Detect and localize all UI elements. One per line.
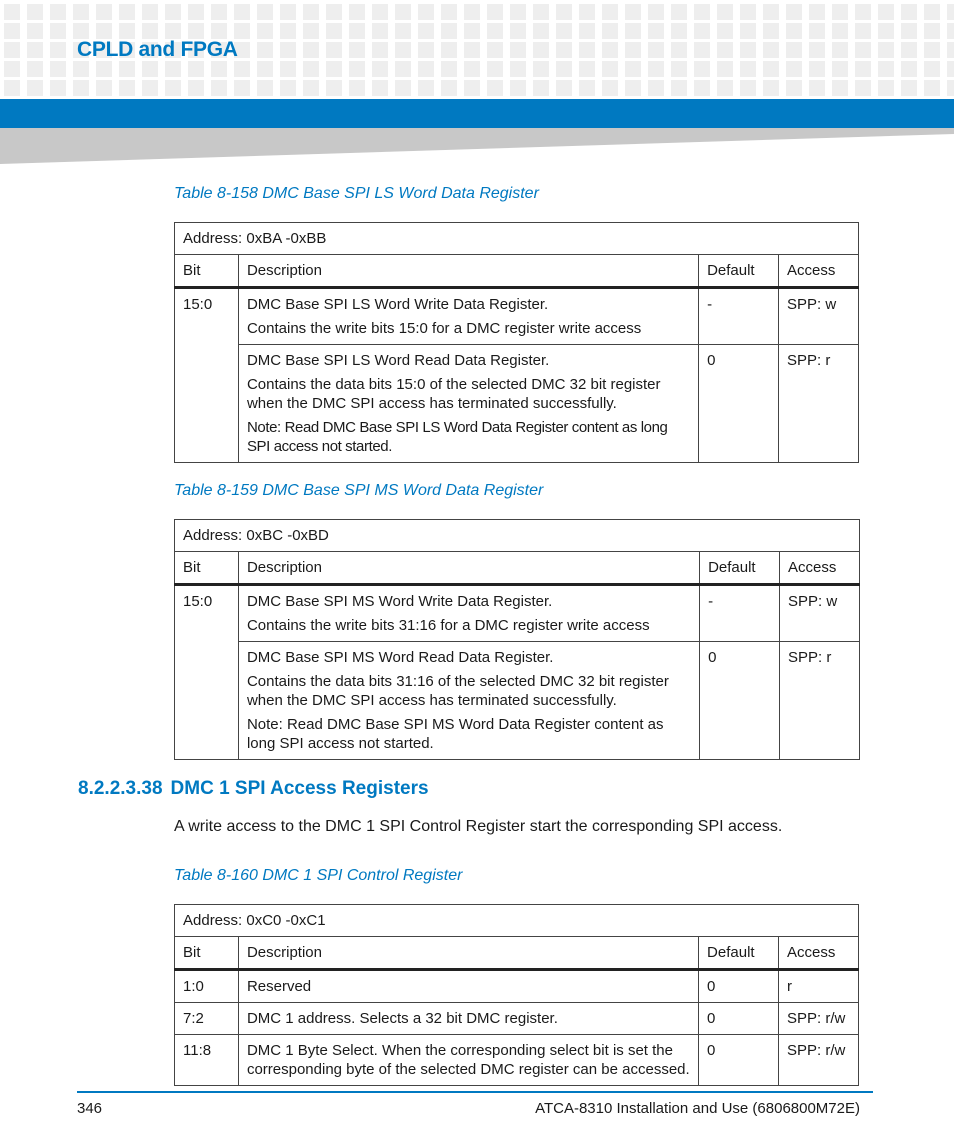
header-dot	[280, 23, 296, 39]
header-dot	[349, 42, 365, 58]
header-dot	[533, 61, 549, 77]
header-dot	[556, 4, 572, 20]
header-dot	[142, 4, 158, 20]
header-dot	[464, 61, 480, 77]
header-dot	[717, 80, 733, 96]
header-dot	[372, 23, 388, 39]
header-dot	[326, 23, 342, 39]
header-dot	[418, 23, 434, 39]
header-dot	[763, 23, 779, 39]
header-dot	[257, 23, 273, 39]
header-dot	[188, 23, 204, 39]
header-dot	[50, 80, 66, 96]
header-dot	[694, 23, 710, 39]
header-dot	[579, 61, 595, 77]
description-cell: Reserved	[238, 970, 698, 1003]
header-dot	[165, 23, 181, 39]
register-table-159	[174, 519, 860, 760]
header-dot	[165, 80, 181, 96]
header-dot	[763, 42, 779, 58]
description-cell: DMC 1 address. Selects a 32 bit DMC register.	[238, 1003, 698, 1035]
header-dot	[809, 61, 825, 77]
header-dot	[142, 80, 158, 96]
header-dot	[832, 4, 848, 20]
header-dot	[855, 4, 871, 20]
bit-cell: 15:0	[175, 585, 239, 760]
description-cell	[238, 288, 698, 345]
header-dot	[671, 23, 687, 39]
header-dot	[533, 42, 549, 58]
header-dot	[947, 42, 954, 58]
bit-cell: 1:0	[175, 970, 239, 1003]
header-dot	[280, 42, 296, 58]
header-dot	[96, 4, 112, 20]
access-cell: SPP: w	[779, 288, 859, 345]
header-dot	[556, 42, 572, 58]
header-dot	[257, 42, 273, 58]
column-header-description: Description	[238, 552, 699, 585]
header-dot	[625, 4, 641, 20]
document-title: ATCA-8310 Installation and Use (6806800M72E)	[535, 1100, 860, 1117]
header-dot	[901, 4, 917, 20]
header-dot	[648, 80, 664, 96]
header-dot	[326, 42, 342, 58]
header-dot	[694, 61, 710, 77]
header-dot	[142, 61, 158, 77]
header-dot	[188, 61, 204, 77]
header-dot	[556, 23, 572, 39]
table-caption-158: Table 8-158 DMC Base SPI LS Word Data Register	[174, 185, 539, 202]
header-dot	[924, 4, 940, 20]
header-dot	[349, 4, 365, 20]
header-dot	[901, 42, 917, 58]
header-dot	[740, 80, 756, 96]
header-dot	[947, 23, 954, 39]
header-dot	[395, 23, 411, 39]
header-dot	[625, 61, 641, 77]
column-header-access: Access	[779, 255, 859, 288]
header-dot	[464, 23, 480, 39]
table-row	[175, 288, 859, 345]
header-dot	[4, 23, 20, 39]
header-dot	[27, 42, 43, 58]
header-dot	[119, 80, 135, 96]
header-dot	[717, 42, 733, 58]
description-cell: DMC 1 Byte Select. When the corresponding select bit is set the corresponding byte of the selected DMC register can be accessed.	[238, 1035, 698, 1086]
header-dot	[119, 61, 135, 77]
header-dot	[510, 4, 526, 20]
header-dot	[717, 4, 733, 20]
header-dot	[832, 80, 848, 96]
header-dot	[671, 42, 687, 58]
page-number: 346	[77, 1100, 103, 1117]
address-cell: Address: 0xBA -0xBB	[175, 223, 859, 255]
header-dot	[855, 80, 871, 96]
header-dot	[27, 4, 43, 20]
footer-divider	[77, 1091, 873, 1093]
header-dot	[671, 61, 687, 77]
column-header-description: Description	[238, 255, 698, 288]
header-dot	[395, 4, 411, 20]
header-dot	[556, 80, 572, 96]
default-cell: -	[700, 585, 780, 642]
header-dot	[855, 42, 871, 58]
header-dot	[809, 23, 825, 39]
header-dot	[533, 4, 549, 20]
header-dot	[809, 4, 825, 20]
header-dot	[119, 23, 135, 39]
header-dot	[165, 61, 181, 77]
header-dot	[763, 4, 779, 20]
header-dot	[671, 4, 687, 20]
header-dot	[740, 61, 756, 77]
header-dot	[4, 61, 20, 77]
header-dot	[372, 61, 388, 77]
header-dot	[418, 4, 434, 20]
header-dot	[648, 4, 664, 20]
header-dot	[142, 23, 158, 39]
default-cell: 0	[700, 642, 780, 760]
header-dot	[740, 4, 756, 20]
table-row	[175, 970, 859, 1003]
header-dot	[878, 23, 894, 39]
header-dot	[441, 80, 457, 96]
header-dot	[694, 80, 710, 96]
header-dot	[96, 23, 112, 39]
header-dot	[832, 23, 848, 39]
column-header-bit: Bit	[175, 552, 239, 585]
header-dot	[50, 42, 66, 58]
header-dot	[487, 42, 503, 58]
header-dot	[73, 61, 89, 77]
section-heading	[78, 778, 429, 800]
header-dot	[211, 4, 227, 20]
header-dot	[855, 61, 871, 77]
header-dot	[441, 42, 457, 58]
header-dot	[326, 61, 342, 77]
header-dot	[4, 80, 20, 96]
access-cell: SPP: r	[780, 642, 860, 760]
header-dot	[27, 23, 43, 39]
header-dot	[280, 80, 296, 96]
table-caption-159: Table 8-159 DMC Base SPI MS Word Data Register	[174, 482, 544, 499]
table-row	[175, 1035, 859, 1086]
column-header-default: Default	[699, 937, 779, 970]
header-dot	[510, 80, 526, 96]
header-grey-swoosh	[0, 128, 954, 164]
header-dot	[947, 80, 954, 96]
header-dot	[326, 80, 342, 96]
header-dot	[510, 23, 526, 39]
header-dot	[602, 4, 618, 20]
header-dot	[878, 80, 894, 96]
column-header-default: Default	[699, 255, 779, 288]
header-dot	[234, 61, 250, 77]
header-dot	[625, 23, 641, 39]
register-table-158	[174, 222, 859, 463]
header-dot	[372, 4, 388, 20]
header-dot	[27, 80, 43, 96]
header-dot	[648, 42, 664, 58]
header-dot	[303, 23, 319, 39]
default-cell: 0	[699, 970, 779, 1003]
header-dot	[694, 42, 710, 58]
header-dot	[510, 61, 526, 77]
header-dot	[510, 42, 526, 58]
header-dot	[602, 23, 618, 39]
column-header-bit: Bit	[175, 937, 239, 970]
header-dot	[96, 80, 112, 96]
header-dot	[648, 61, 664, 77]
header-dot	[924, 80, 940, 96]
header-dot	[694, 4, 710, 20]
description-line: Contains the data bits 31:16 of the selected DMC 32 bit register when the DMC SPI access has terminated successfully.	[246, 673, 669, 709]
description-line: Contains the write bits 31:16 for a DMC register write access	[246, 617, 650, 634]
header-dot	[464, 42, 480, 58]
header-dot	[234, 80, 250, 96]
header-dot	[395, 61, 411, 77]
access-cell: r	[779, 970, 859, 1003]
header-dot	[234, 23, 250, 39]
header-dot	[234, 4, 250, 20]
header-dot	[786, 80, 802, 96]
bit-cell: 15:0	[175, 288, 239, 463]
header-dot	[4, 4, 20, 20]
header-dot	[763, 80, 779, 96]
header-dot	[395, 80, 411, 96]
header-dot	[556, 61, 572, 77]
access-cell: SPP: r	[779, 345, 859, 463]
header-dot	[901, 80, 917, 96]
header-dot	[602, 61, 618, 77]
header-dot	[602, 42, 618, 58]
description-cell	[238, 345, 698, 463]
header-dot	[4, 42, 20, 58]
header-dot	[809, 80, 825, 96]
header-dot	[786, 42, 802, 58]
header-dot	[579, 4, 595, 20]
description-line: DMC Base SPI MS Word Write Data Register.	[246, 593, 553, 610]
section-title: DMC 1 SPI Access Registers	[170, 778, 429, 799]
header-dot	[579, 23, 595, 39]
header-dot	[395, 42, 411, 58]
header-dot	[878, 61, 894, 77]
header-dot	[901, 61, 917, 77]
description-cell	[238, 642, 699, 760]
header-dot	[257, 4, 273, 20]
header-dot	[924, 23, 940, 39]
header-blue-band	[0, 99, 954, 128]
header-dot	[924, 61, 940, 77]
header-dot	[832, 42, 848, 58]
header-dot	[487, 80, 503, 96]
header-dot	[740, 23, 756, 39]
header-dot	[901, 23, 917, 39]
header-dot	[303, 42, 319, 58]
header-dot	[50, 61, 66, 77]
description-line: Contains the write bits 15:0 for a DMC register write access	[246, 320, 642, 337]
header-dot	[947, 4, 954, 20]
header-dot	[602, 80, 618, 96]
header-dot	[786, 4, 802, 20]
header-dot	[303, 61, 319, 77]
header-dot	[786, 61, 802, 77]
header-dot	[579, 42, 595, 58]
bit-cell: 7:2	[175, 1003, 239, 1035]
header-dot	[73, 80, 89, 96]
column-header-bit: Bit	[175, 255, 239, 288]
header-dot	[487, 61, 503, 77]
column-header-access: Access	[779, 937, 859, 970]
header-dot	[786, 23, 802, 39]
table-row	[175, 345, 859, 463]
header-dot	[50, 23, 66, 39]
section-number: 8.2.2.3.38	[78, 778, 163, 799]
header-dot	[165, 4, 181, 20]
description-note: Note: Read DMC Base SPI MS Word Data Register content as long SPI access not started.	[246, 716, 664, 752]
table-caption-160: Table 8-160 DMC 1 SPI Control Register	[174, 867, 463, 884]
description-line: DMC Base SPI LS Word Write Data Register.	[246, 296, 549, 313]
header-dot	[211, 61, 227, 77]
access-cell: SPP: r/w	[779, 1035, 859, 1086]
default-cell: 0	[699, 1003, 779, 1035]
header-dot	[717, 23, 733, 39]
header-dot	[303, 80, 319, 96]
header-dot	[418, 80, 434, 96]
header-dot	[257, 61, 273, 77]
description-note: Note: Read DMC Base SPI LS Word Data Register content as long SPI access not started.	[246, 419, 668, 455]
header-dot	[717, 61, 733, 77]
header-dot	[441, 4, 457, 20]
section-body-text: A write access to the DMC 1 SPI Control Register start the corresponding SPI access.	[174, 818, 783, 835]
header-dot	[878, 4, 894, 20]
default-cell: -	[699, 288, 779, 345]
table-row	[175, 585, 860, 642]
header-dot	[73, 23, 89, 39]
address-cell: Address: 0xBC -0xBD	[175, 520, 860, 552]
header-dot	[96, 61, 112, 77]
header-dot	[27, 61, 43, 77]
header-dot	[257, 80, 273, 96]
description-line: DMC Base SPI MS Word Read Data Register.	[246, 649, 554, 666]
access-cell: SPP: w	[780, 585, 860, 642]
column-header-default: Default	[700, 552, 780, 585]
header-dot	[303, 4, 319, 20]
header-dot	[832, 61, 848, 77]
description-line: DMC Base SPI LS Word Read Data Register.	[246, 352, 550, 369]
header-dot	[625, 42, 641, 58]
table-row	[175, 642, 860, 760]
header-dot	[924, 42, 940, 58]
header-dot	[418, 42, 434, 58]
header-dot	[280, 61, 296, 77]
header-dot	[648, 23, 664, 39]
header-dot	[349, 80, 365, 96]
bit-cell: 11:8	[175, 1035, 239, 1086]
column-header-description: Description	[238, 937, 698, 970]
header-dot	[349, 23, 365, 39]
header-dot	[487, 23, 503, 39]
header-dot	[878, 42, 894, 58]
default-cell: 0	[699, 1035, 779, 1086]
header-dot	[763, 61, 779, 77]
header-dot	[211, 23, 227, 39]
header-dot	[372, 80, 388, 96]
address-cell: Address: 0xC0 -0xC1	[175, 905, 859, 937]
header-dot	[579, 80, 595, 96]
header-dot	[188, 80, 204, 96]
header-dot	[188, 4, 204, 20]
header-dot	[947, 61, 954, 77]
header-dot	[464, 80, 480, 96]
header-dot	[211, 80, 227, 96]
header-dot	[372, 42, 388, 58]
header-dot	[418, 61, 434, 77]
header-dot	[464, 4, 480, 20]
header-dot	[533, 80, 549, 96]
header-dot	[119, 4, 135, 20]
header-dot	[441, 61, 457, 77]
default-cell: 0	[699, 345, 779, 463]
header-dot	[50, 4, 66, 20]
header-dot	[671, 80, 687, 96]
header-dot	[280, 4, 296, 20]
header-dot	[809, 42, 825, 58]
column-header-access: Access	[780, 552, 860, 585]
description-line: Contains the data bits 15:0 of the selected DMC 32 bit register when the DMC SPI access has terminated successfully.	[246, 376, 661, 412]
header-dot	[73, 4, 89, 20]
access-cell: SPP: r/w	[779, 1003, 859, 1035]
header-dot	[326, 4, 342, 20]
header-dot	[533, 23, 549, 39]
table-row	[175, 1003, 859, 1035]
header-dot	[740, 42, 756, 58]
register-table-160	[174, 904, 859, 1086]
header-dot	[441, 23, 457, 39]
header-dot	[625, 80, 641, 96]
page-header-title: CPLD and FPGA	[77, 38, 238, 61]
description-cell	[238, 585, 699, 642]
header-dot	[487, 4, 503, 20]
header-dot	[855, 23, 871, 39]
header-dot	[349, 61, 365, 77]
